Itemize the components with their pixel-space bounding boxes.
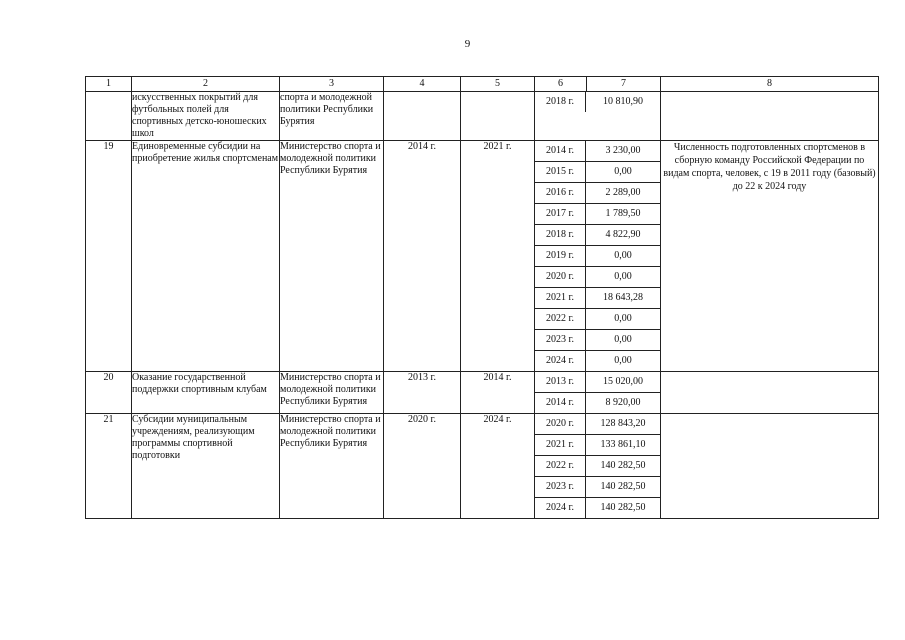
amount-cell: 1 789,50 — [586, 204, 661, 225]
amount-cell: 2 289,00 — [586, 183, 661, 204]
funding-table — [535, 414, 660, 518]
year-value-row — [535, 183, 660, 204]
header-cell: 7 — [587, 77, 661, 92]
executor: Министерство спорта и молодежной политики Республики Бурятия — [280, 414, 384, 519]
amount-cell: 0,00 — [586, 162, 661, 183]
year-value-row — [535, 414, 660, 435]
end-year: 2021 г. — [461, 141, 535, 372]
measure-name: Субсидии муниципальным учреждениям, реализующим программы спортивной подготовки — [132, 414, 280, 519]
year-value-row — [535, 225, 660, 246]
measure-name: искусственных покрытий для футбольных полей для спортивных детско-юношеских школ — [132, 92, 280, 141]
measure-name: Оказание государственной поддержки спортивным клубам — [132, 372, 280, 414]
amount-cell: 18 643,28 — [586, 288, 661, 309]
amount-cell: 133 861,10 — [586, 435, 661, 456]
year-cell: 2020 г. — [535, 414, 586, 435]
amount-cell: 4 822,90 — [586, 225, 661, 246]
header-cell: 4 — [384, 77, 461, 92]
table-row — [86, 141, 879, 372]
start-year — [384, 92, 461, 141]
header-cell: 5 — [461, 77, 535, 92]
program-table — [85, 76, 879, 519]
funding-by-year — [535, 372, 661, 414]
year-cell: 2024 г. — [535, 498, 586, 519]
year-value-row — [535, 456, 660, 477]
amount-cell: 140 282,50 — [586, 456, 661, 477]
funding-table — [535, 141, 660, 371]
table-row — [86, 92, 879, 141]
year-cell: 2024 г. — [535, 351, 586, 372]
header-cell: 6 — [535, 77, 587, 92]
row-number: 20 — [86, 372, 132, 414]
page-number: 9 — [464, 38, 471, 50]
row-number: 21 — [86, 414, 132, 519]
amount-cell: 0,00 — [586, 351, 661, 372]
year-cell: 2015 г. — [535, 162, 586, 183]
target-indicator — [661, 92, 879, 141]
year-cell: 2020 г. — [535, 267, 586, 288]
amount-cell: 0,00 — [586, 330, 661, 351]
end-year: 2014 г. — [461, 372, 535, 414]
amount-cell: 140 282,50 — [586, 498, 661, 519]
year-value-row — [535, 162, 660, 183]
target-indicator — [661, 372, 879, 414]
amount-cell: 15 020,00 — [603, 376, 643, 387]
table-row — [86, 414, 879, 519]
header-cell: 3 — [280, 77, 384, 92]
header-cell: 2 — [132, 77, 280, 92]
year-cell: 2019 г. — [535, 246, 586, 267]
start-year: 2020 г. — [384, 414, 461, 519]
year-value-row — [535, 498, 660, 519]
amount-cell: 8 920,00 — [586, 393, 661, 414]
amount-cell: 140 282,50 — [586, 477, 661, 498]
funding-table — [535, 92, 660, 112]
funding-table — [535, 372, 660, 413]
year-cell: 2022 г. — [535, 456, 586, 477]
row-number: 19 — [86, 141, 132, 372]
year-value-row — [535, 288, 660, 309]
executor: спорта и молодежной политики Республики Бурятия — [280, 92, 384, 141]
year-cell: 2014 г. — [535, 141, 586, 162]
year-cell: 2023 г. — [535, 330, 586, 351]
year-cell: 2016 г. — [535, 183, 586, 204]
funding-by-year — [535, 92, 661, 141]
year-value-row — [535, 309, 660, 330]
year-cell: 2017 г. — [535, 204, 586, 225]
amount-cell: 128 843,20 — [600, 418, 646, 429]
year-cell: 2013 г. — [535, 372, 586, 393]
measure-name: Единовременные субсидии на приобретение жилья спортсменам — [132, 141, 280, 372]
header-cell: 8 — [661, 77, 879, 92]
amount-cell: 0,00 — [586, 309, 661, 330]
executor: Министерство спорта и молодежной политики Республики Бурятия — [280, 372, 384, 414]
year-cell: 2022 г. — [535, 309, 586, 330]
start-year: 2014 г. — [384, 141, 461, 372]
year-value-row — [535, 477, 660, 498]
header-row — [86, 77, 879, 92]
year-value-row — [535, 267, 660, 288]
year-value-row — [535, 330, 660, 351]
year-value-row — [535, 92, 660, 112]
target-indicator — [661, 414, 879, 519]
year-value-row — [535, 435, 660, 456]
amount-cell: 0,00 — [586, 246, 661, 267]
row-number — [86, 92, 132, 141]
funding-by-year — [535, 414, 661, 519]
year-value-row — [535, 141, 660, 162]
year-cell: 2014 г. — [535, 393, 586, 414]
year-value-row — [535, 351, 660, 372]
year-value-row — [535, 246, 660, 267]
funding-by-year — [535, 141, 661, 372]
year-value-row — [535, 372, 660, 393]
header-cell: 1 — [86, 77, 132, 92]
end-year — [461, 92, 535, 141]
year-cell: 2018 г. — [535, 225, 586, 246]
end-year: 2024 г. — [461, 414, 535, 519]
table-row — [86, 372, 879, 414]
year-cell: 2021 г. — [535, 435, 586, 456]
year-cell: 2018 г. — [535, 92, 586, 112]
executor: Министерство спорта и молодежной политики Республики Бурятия — [280, 141, 384, 372]
year-cell: 2023 г. — [535, 477, 586, 498]
start-year: 2013 г. — [384, 372, 461, 414]
year-value-row — [535, 204, 660, 225]
amount-cell: 0,00 — [586, 267, 661, 288]
year-value-row — [535, 393, 660, 414]
year-cell: 2021 г. — [535, 288, 586, 309]
amount-cell: 3 230,00 — [605, 145, 641, 156]
amount-cell: 10 810,90 — [603, 96, 643, 107]
target-indicator: Численность подготовленных спортсменов в сборную команду Российской Федерации по видам спорта, человек, с 19 в 2011 году (базовый) до 22 к 2024 году — [661, 141, 879, 372]
